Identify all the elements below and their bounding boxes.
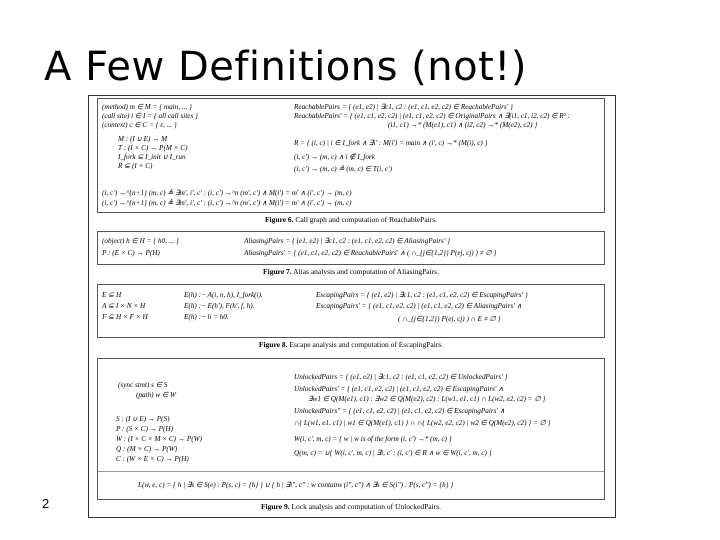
- figure-6-box: [97, 98, 605, 213]
- figure-8-caption-text: Escape analysis and computation of EscapingPairs.: [289, 340, 444, 349]
- page-number: 2: [42, 496, 50, 511]
- fig9-divider: [98, 471, 604, 472]
- fig7-left-line: (object) h ∈ H = { h0, ... }: [102, 237, 179, 245]
- slide-title: A Few Definitions (not!): [44, 44, 527, 90]
- figure-6-caption-label: Figure 6.: [264, 215, 294, 224]
- figure-7-caption-label: Figure 7.: [263, 267, 292, 276]
- figure-7-caption-text: Alias analysis and computation of AliasingPairs.: [293, 267, 439, 276]
- figure-6-caption: [97, 215, 605, 224]
- fig6-right-line: (i, c') → (m, c) ∧ i ∉ I_fork: [294, 153, 375, 161]
- fig8-left-line: E(h) :− h = h0.: [184, 313, 229, 321]
- fig6-right-line: ReachablePairs = { (e1, e2) | ∃c1, c2 : (e1, c1, e2, c2) ∈ ReachablePairs' }: [294, 103, 513, 111]
- fig6-left-line: R ⊆ (I × C): [118, 162, 153, 170]
- fig9-right-line: UnlockedPairs' = { (e1, c1, e2, c2) | (e1, c1, e2, c2) ∈ EscapingPairs' ∧: [294, 385, 504, 393]
- figure-9-caption-text: Lock analysis and computation of UnlockedPairs.: [291, 502, 442, 511]
- fig6-left-line: M : (I ∪ E) → M: [118, 135, 168, 143]
- fig6-left-line: (i, c') →^{n+1} (m, c) ≜ ∃m', i', c' : (i, c') →^n (m', c') ∧ M(i') = m' ∧ (i', c') → (m, c): [102, 199, 352, 207]
- fig9-right-line: W(i, c', m, c) = { w | w is of the form (i, c') →* (m, c) }: [294, 435, 452, 443]
- figure-7-box: [97, 231, 605, 265]
- fig8-left-line: A ⊆ I × N × H: [102, 302, 146, 310]
- fig9-right-line: ∩{ L(w1, e1, c1) | w1 ∈ Q(M(e1), c1) } ∩ ∩{ L(w2, e2, c2) | w2 ∈ Q(M(e2), c2) } = ∅ }: [294, 419, 551, 427]
- figure-9-caption-label: Figure 9.: [260, 502, 290, 511]
- figure-6-caption-text: Call graph and computation of ReachablePairs.: [295, 215, 438, 224]
- fig9-left-line: (path) w ∈ W: [136, 391, 176, 399]
- fig8-left-line: F ⊆ H × F × H: [102, 313, 148, 321]
- fig8-right-line: EscapingPairs = { (e1, e2) | ∃c1, c2 : (e1, c1, e2, c2) ∈ EscapingPairs' }: [316, 291, 528, 299]
- figure-9: [97, 358, 605, 511]
- figure-7: [97, 231, 605, 276]
- figure-6: [97, 98, 605, 224]
- figure-8: [97, 284, 605, 349]
- fig8-right-line: ( ∩_{j∈{1,2}} P(ej, cj) ) ∩ E ≠ ∅ }: [398, 315, 501, 323]
- fig8-right-line: EscapingPairs' = { (e1, c1, e2, c2) | (e1, c1, e2, c2) ∈ AliasingPairs' ∧: [316, 302, 522, 310]
- fig9-left-line: Q : (M × C) → P(W): [116, 445, 178, 453]
- fig8-left-line: E ⊆ H: [102, 291, 122, 299]
- fig9-left-line: (sync stmt) s ∈ S: [118, 381, 168, 389]
- fig9-right-line: UnlockedPairs'' = { (e1, c1, e2, c2) | (e1, c1, e2, c2) ∈ EscapingPairs' ∧: [294, 407, 506, 415]
- fig6-right-line: R = { (i, c) | i ∈ I_fork ∧ ∃i' : M(i') = main ∧ (i', c) →* (M(i), c) }: [294, 139, 488, 147]
- figure-7-caption: [97, 267, 605, 276]
- figure-9-caption: [97, 502, 605, 511]
- fig6-left-line: (context) c ∈ C = { ε, ... }: [102, 121, 177, 129]
- fig7-right-line: AliasingPairs = { (e1, e2) | ∃c1, c2 : (e1, c1, e2, c2) ∈ AliasingPairs' }: [244, 237, 451, 245]
- fig6-right-line: ReachablePairs' = { (e1, c1, e2, c2) | (e1, c1, e2, c2) ∈ OriginalPairs ∧ ∃(i1, c1, i2, c2) ∈ R² :: [294, 112, 571, 120]
- fig6-left-line: (i, c') →^{n+1} (m, c) ≜ ∃m', i', c' : (i, c') →^n (m', c') ∧ M(i') = m' ∧ (i', c') → (m, c): [102, 189, 352, 197]
- fig9-left-line: P : (S × C) → P(H): [116, 425, 174, 433]
- fig6-left-line: (method) m ∈ M = { main, ... }: [102, 103, 192, 111]
- fig9-right-line: ∃w1 ∈ Q(M(e1), c1) : ∃w2 ∈ Q(M(e2), c2) : L(w1, e1, c1) ∩ L(w2, e2, c2) = ∅ }: [308, 395, 546, 403]
- fig6-left-line: (call site) i ∈ I = { all call sites }: [102, 112, 198, 120]
- fig9-left-line: S : (I ∪ E) → P(S): [116, 415, 170, 423]
- fig6-left-line: T : (I × C) → P(M × C): [118, 144, 188, 152]
- figure-8-caption-label: Figure 8.: [258, 340, 288, 349]
- fig9-right-line: Q(m, c) = ∪{ W(i, c', m, c) | ∃i, c' : (i, c') ∈ R ∧ w ∈ W(i, c', m, c) }: [294, 449, 492, 457]
- fig8-left-line: E(h) :− E(h'), F(h', f, h).: [184, 302, 255, 310]
- figure-8-box: [97, 284, 605, 338]
- fig9-left-line: W : (I × C × M × C) → P(W): [116, 435, 203, 443]
- fig6-right-line: (i1, c1) →* (M(e1), c1) ∧ (i2, c2) →* (M(e2), c2) }: [388, 121, 538, 129]
- paper-excerpt-image: [88, 95, 616, 518]
- fig6-right-line: (i, c') → (m, c) ≜ (m, c) ∈ T(i, c'): [294, 165, 392, 173]
- figure-8-caption: [97, 340, 605, 349]
- fig8-left-line: E(h) :− A(i, n, h), I_fork(i).: [184, 291, 263, 299]
- fig7-left-line: P : (E × C) → P(H): [102, 249, 160, 257]
- fig9-bottom-line: L(w, e, c) = { h | ∃s ∈ S(e) : P(s, c) = {h} } ∪ { h | ∃i'', c'' : w contains (i'', c'') ∧ ∃s ∈ S(i'') : P(s, c'') = {h} }: [138, 481, 454, 489]
- fig6-left-line: I_fork ⊆ I_init ∪ I_run: [118, 153, 186, 161]
- fig7-right-line: AliasingPairs' = { (e1, c1, e2, c2) ∈ ReachablePairs' ∧ ( ∩_{j∈{1,2}} P(ej, cj) ) ≠ ∅ }: [244, 249, 497, 257]
- fig9-left-line: C : (W × E × C) → P(H): [116, 455, 189, 463]
- fig9-right-line: UnlockedPairs = { (e1, e2) | ∃c1, c2 : (e1, c1, e2, c2) ∈ UnlockedPairs' }: [294, 373, 508, 381]
- figure-9-box: [97, 358, 605, 500]
